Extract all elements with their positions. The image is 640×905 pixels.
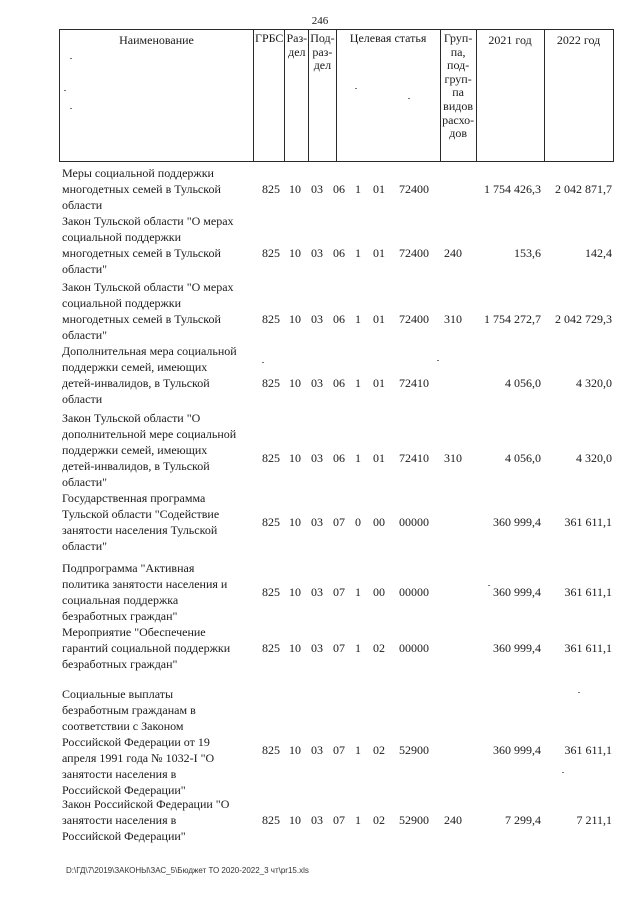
cell-podrazdel: 03	[311, 743, 323, 757]
cell-podrazdel: 03	[311, 312, 323, 326]
cell-podrazdel: 03	[311, 641, 323, 655]
cell-cs4: 72410	[399, 376, 429, 390]
cell-cs4: 00000	[399, 641, 429, 655]
cell-cs2: 1	[355, 743, 361, 757]
cell-cs1: 06	[333, 246, 345, 260]
cell-cs1: 07	[333, 515, 345, 529]
cell-cs1: 07	[333, 585, 345, 599]
cell-razdel: 10	[289, 515, 301, 529]
cell-cs3: 01	[373, 451, 385, 465]
cell-razdel: 10	[289, 585, 301, 599]
cell-cs1: 07	[333, 641, 345, 655]
cell-podrazdel: 03	[311, 451, 323, 465]
row-name: Дополнительная мера социальной поддержки семей, имеющих детей-инвалидов, в Тульской области	[62, 344, 237, 406]
cell-podrazdel: 03	[311, 376, 323, 390]
row-name: Меры социальной поддержки многодетных семей в Тульской области	[62, 166, 221, 212]
cell-cs3: 00	[373, 585, 385, 599]
cell-grbs: 825	[262, 246, 280, 260]
cell-podrazdel: 03	[311, 813, 323, 827]
cell-cs1: 06	[333, 182, 345, 196]
cell-razdel: 10	[289, 182, 301, 196]
cell-y2021: 4 056,0	[505, 451, 541, 465]
cell-cs2: 1	[355, 641, 361, 655]
row-name: Закон Тульской области "О мерах социальной поддержки многодетных семей в Тульской области"	[62, 280, 234, 342]
cell-group: 240	[444, 246, 462, 260]
cell-cs3: 01	[373, 246, 385, 260]
cell-razdel: 10	[289, 451, 301, 465]
cell-cs2: 1	[355, 585, 361, 599]
cell-cs2: 1	[355, 813, 361, 827]
cell-cs3: 01	[373, 376, 385, 390]
cell-y2022: 2 042 871,7	[555, 182, 612, 196]
cell-cs4: 00000	[399, 585, 429, 599]
cell-y2021: 360 999,4	[493, 743, 541, 757]
cell-grbs: 825	[262, 585, 280, 599]
cell-y2021: 360 999,4	[493, 585, 541, 599]
cell-cs1: 06	[333, 451, 345, 465]
cell-cs3: 01	[373, 312, 385, 326]
cell-y2021: 7 299,4	[505, 813, 541, 827]
cell-cs2: 1	[355, 246, 361, 260]
cell-group: 310	[444, 451, 462, 465]
header-grbs: ГРБС	[254, 30, 285, 162]
cell-grbs: 825	[262, 376, 280, 390]
cell-y2021: 153,6	[514, 246, 541, 260]
cell-cs1: 06	[333, 376, 345, 390]
cell-podrazdel: 03	[311, 585, 323, 599]
cell-cs3: 01	[373, 182, 385, 196]
cell-y2022: 7 211,1	[576, 813, 612, 827]
cell-podrazdel: 03	[311, 515, 323, 529]
cell-grbs: 825	[262, 813, 280, 827]
cell-y2021: 4 056,0	[505, 376, 541, 390]
cell-razdel: 10	[289, 813, 301, 827]
row-name: Закон Российской Федерации "О занятости населения в Российской Федерации"	[62, 797, 230, 843]
file-path-footer: D:\ГД\7\2019\ЗАКОНЫ\ЗАС_5\Бюджет ТО 2020-2022_3 чт\pr15.xls	[66, 866, 309, 875]
cell-cs4: 72400	[399, 312, 429, 326]
cell-razdel: 10	[289, 246, 301, 260]
header-target: Целевая статья	[336, 30, 440, 162]
cell-y2021: 1 754 272,7	[484, 312, 541, 326]
cell-cs2: 1	[355, 182, 361, 196]
cell-cs4: 52900	[399, 743, 429, 757]
cell-y2022: 4 320,0	[576, 451, 612, 465]
cell-grbs: 825	[262, 743, 280, 757]
row-name: Социальные выплаты безработным гражданам в соответствии с Законом Российской Федерации от 19 апреля 1991 года № 1032-I "О занятости населения в Российской Федерации"	[62, 687, 215, 797]
cell-cs4: 52900	[399, 813, 429, 827]
header-podrazdel: Под- раз- дел	[309, 30, 336, 162]
cell-y2022: 142,4	[585, 246, 612, 260]
cell-cs2: 1	[355, 312, 361, 326]
cell-grbs: 825	[262, 312, 280, 326]
row-name: Мероприятие "Обеспечение гарантий социальной поддержки безработных граждан"	[62, 625, 231, 671]
cell-cs1: 06	[333, 312, 345, 326]
header-year-2022: 2022 год	[544, 30, 613, 162]
cell-group: 240	[444, 813, 462, 827]
cell-cs2: 0	[355, 515, 361, 529]
cell-razdel: 10	[289, 376, 301, 390]
cell-cs4: 72400	[399, 182, 429, 196]
cell-grbs: 825	[262, 641, 280, 655]
row-name: Государственная программа Тульской области "Содействие занятости населения Тульской области"	[62, 491, 220, 553]
row-name: Закон Тульской области "О дополнительной мере социальной поддержки семей, имеющих детей-инвалидов, в Тульской области"	[62, 411, 237, 489]
cell-y2022: 2 042 729,3	[555, 312, 612, 326]
row-name: Закон Тульской области "О мерах социальной поддержки многодетных семей в Тульской области"	[62, 214, 234, 276]
cell-cs3: 02	[373, 743, 385, 757]
cell-cs3: 02	[373, 813, 385, 827]
cell-razdel: 10	[289, 743, 301, 757]
cell-cs1: 07	[333, 813, 345, 827]
cell-cs4: 72410	[399, 451, 429, 465]
table-header	[59, 29, 614, 162]
cell-y2021: 360 999,4	[493, 641, 541, 655]
row-name: Подпрограмма "Активная политика занятости населения и социальная поддержка безработных граждан"	[62, 561, 228, 623]
cell-podrazdel: 03	[311, 182, 323, 196]
cell-y2022: 361 611,1	[564, 641, 612, 655]
cell-grbs: 825	[262, 182, 280, 196]
cell-cs1: 07	[333, 743, 345, 757]
cell-cs2: 1	[355, 376, 361, 390]
cell-y2021: 360 999,4	[493, 515, 541, 529]
cell-grbs: 825	[262, 515, 280, 529]
cell-y2022: 361 611,1	[564, 515, 612, 529]
cell-cs3: 02	[373, 641, 385, 655]
cell-y2021: 1 754 426,3	[484, 182, 541, 196]
header-razdel: Раз- дел	[285, 30, 309, 162]
cell-grbs: 825	[262, 451, 280, 465]
header-group: Груп- па, под- груп- па видов расхо- дов	[440, 30, 476, 162]
cell-cs4: 00000	[399, 515, 429, 529]
cell-razdel: 10	[289, 641, 301, 655]
cell-y2022: 361 611,1	[564, 743, 612, 757]
cell-group: 310	[444, 312, 462, 326]
cell-cs3: 00	[373, 515, 385, 529]
page-number: 246	[311, 15, 329, 27]
cell-y2022: 361 611,1	[564, 585, 612, 599]
header-name: Наименование	[60, 30, 254, 162]
cell-podrazdel: 03	[311, 246, 323, 260]
cell-razdel: 10	[289, 312, 301, 326]
header-year-2021: 2021 год	[476, 30, 544, 162]
cell-y2022: 4 320,0	[576, 376, 612, 390]
cell-cs2: 1	[355, 451, 361, 465]
cell-cs4: 72400	[399, 246, 429, 260]
